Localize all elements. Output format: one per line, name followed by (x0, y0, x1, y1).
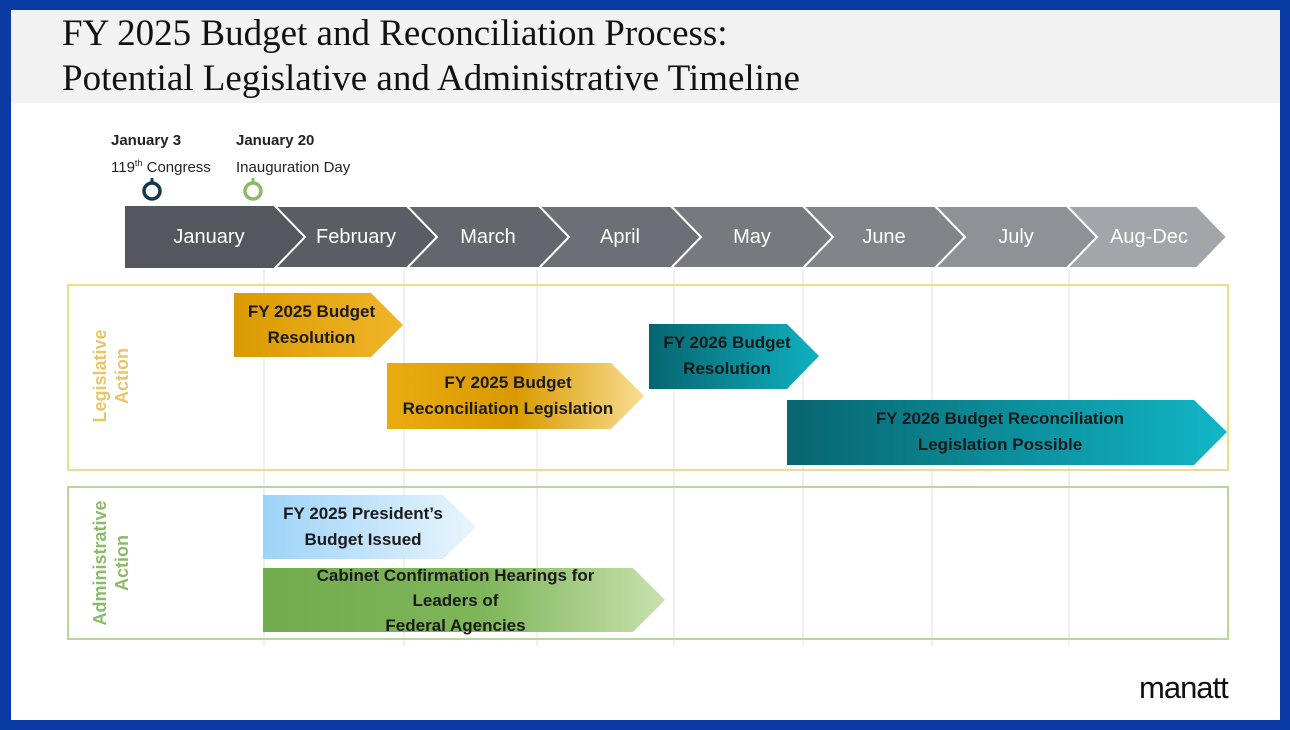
milestone-marker-january-20 (245, 178, 261, 199)
month-label-july: July (998, 226, 1034, 248)
manatt-logo: manatt (1139, 670, 1228, 705)
month-label-aug-dec: Aug-Dec (1110, 226, 1188, 248)
milestone-date: January 3 (111, 132, 182, 149)
month-label-april: April (599, 226, 640, 248)
administrative-lane (67, 486, 1229, 640)
month-label-may: May (733, 226, 771, 248)
fy2026-reconciliation-label: FY 2026 Budget Reconciliation Legislation Possible (875, 409, 1125, 454)
milestone-event: Inauguration Day (236, 159, 351, 176)
milestone-event: 119th Congress (111, 158, 211, 176)
fy2026-budget-resolution-label: FY 2026 Budget Resolution (663, 333, 791, 378)
page-title-line-1: FY 2025 Budget and Reconciliation Process: (62, 13, 728, 54)
presidents-budget-label: FY 2025 President’s Budget Issued (283, 504, 443, 549)
fy2025-reconciliation-label: FY 2025 Budget Reconciliation Legislation (402, 373, 614, 418)
page-title-line-2: Potential Legislative and Administrative Timeline (62, 58, 800, 99)
month-label-march: March (460, 226, 516, 248)
month-label-february: February (315, 226, 397, 248)
cabinet-hearings-label: Cabinet Confirmation Hearings for Leaders of Federal Agencies (316, 566, 595, 635)
month-label-june: June (862, 226, 906, 248)
legislative-lane-label: Legislative Action (90, 329, 132, 423)
milestone-marker-january-3 (144, 178, 160, 199)
administrative-lane-label: Administrative Action (90, 500, 132, 626)
month-label-january: January (173, 226, 245, 248)
slide (11, 10, 1280, 720)
fy2025-budget-resolution-label: FY 2025 Budget Resolution (247, 302, 376, 347)
milestone-date: January 20 (236, 132, 315, 149)
